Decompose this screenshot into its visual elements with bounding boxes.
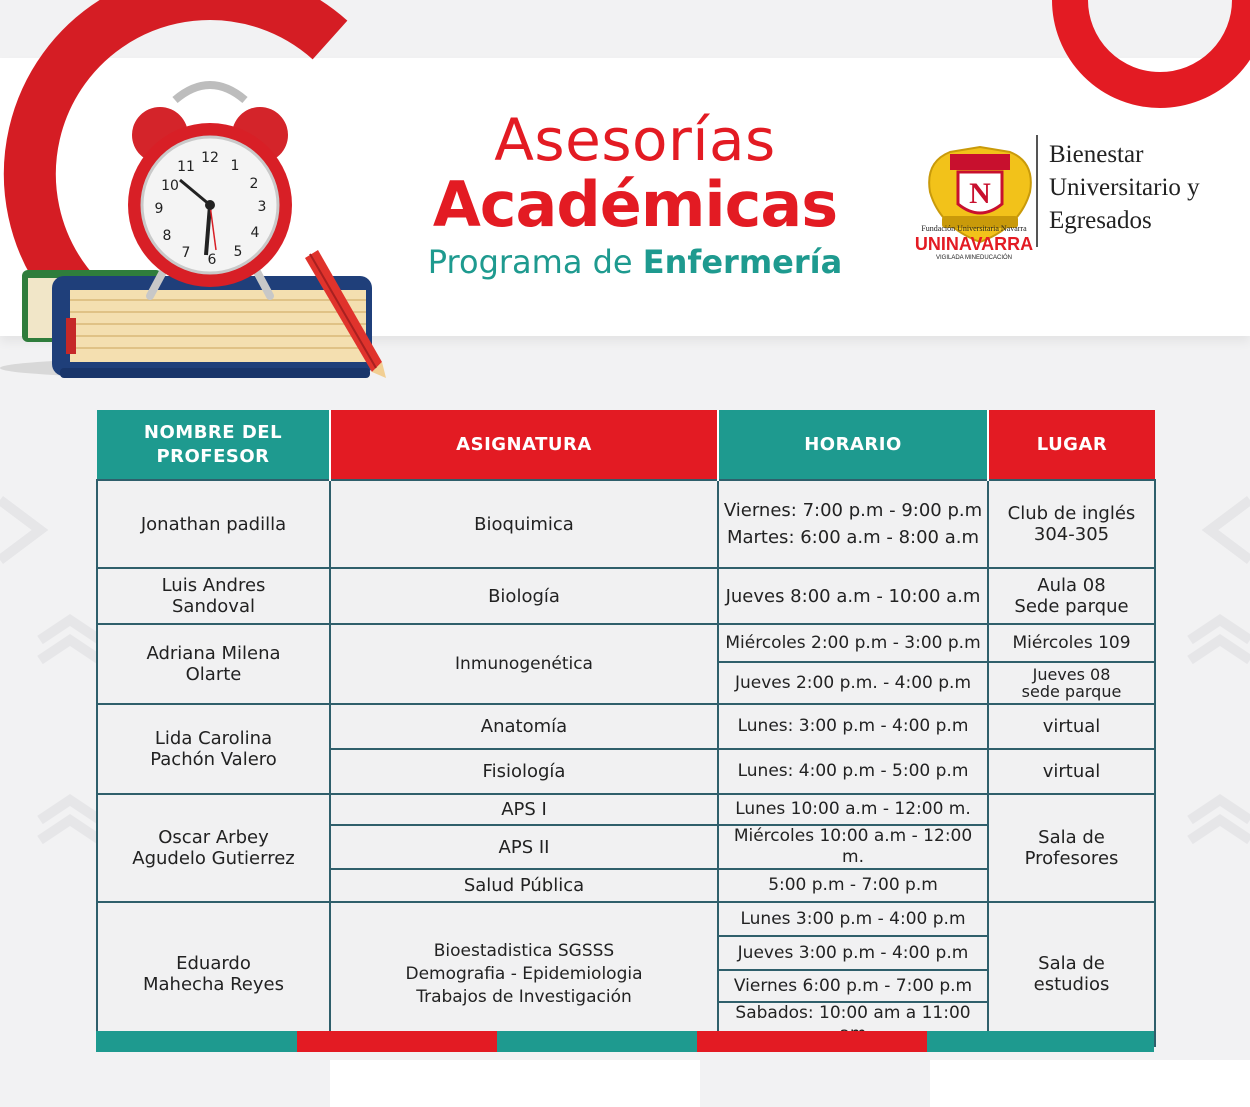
schedule-cell: Miércoles 10:00 a.m - 12:00 m. — [718, 825, 988, 869]
place-line-1: Jueves 08 — [1032, 665, 1111, 684]
footer-bar-4 — [697, 1031, 927, 1052]
schedule-cell: Jueves 8:00 a.m - 10:00 a.m — [718, 568, 988, 624]
footer-bar-5 — [927, 1031, 1154, 1052]
department-line-1: Bienestar — [1049, 141, 1144, 168]
professor-cell — [97, 568, 330, 624]
schedule-table — [96, 410, 1156, 1047]
svg-text:12: 12 — [201, 150, 219, 166]
alarm-clock-icon — [128, 85, 292, 296]
subject-cell: Bioquimica — [330, 480, 718, 568]
place-line-1: Sala de — [1038, 827, 1105, 848]
header-professor-line-1: NOMBRE DEL — [143, 421, 283, 443]
place-line-1: Club de inglés — [1007, 503, 1136, 524]
schedule-cell: Miércoles 2:00 p.m - 3:00 p.m — [718, 624, 988, 662]
subject-line-3: Trabajos de Investigación — [416, 986, 632, 1007]
professor-cell: Jonathan padilla — [97, 480, 330, 568]
table-row — [97, 794, 1155, 825]
footer-bar-2 — [297, 1031, 497, 1052]
schedule-cell: 5:00 p.m - 7:00 p.m — [718, 869, 988, 902]
professor-line-2: Agudelo Gutierrez — [132, 848, 295, 869]
logo-foundation: Fundación Universitaria Navarra — [921, 224, 1027, 233]
schedule-cell: Jueves 3:00 p.m - 4:00 p.m — [718, 936, 988, 970]
svg-text:10: 10 — [161, 178, 179, 194]
department-name — [1049, 138, 1249, 237]
svg-text:8: 8 — [162, 228, 172, 244]
schedule-cell: Jueves 2:00 p.m. - 4:00 p.m — [718, 662, 988, 704]
title-line-2: Académicas — [432, 168, 838, 241]
header-subject: ASIGNATURA — [330, 410, 718, 480]
svg-text:3: 3 — [257, 199, 267, 215]
header-professor — [97, 410, 330, 480]
svg-text:1: 1 — [230, 158, 240, 174]
schedule-cell: Sabados: 10:00 am a 11:00 — [718, 1002, 988, 1046]
place-cell: virtual — [988, 704, 1155, 749]
place-line-2: Sede parque — [1014, 596, 1129, 617]
schedule-cell: Lunes: 3:00 p.m - 4:00 p.m — [718, 704, 988, 749]
professor-line-2: Sandoval — [172, 596, 255, 617]
title-line-1: Asesorías — [494, 106, 776, 174]
logo-vigilada: VIGILADA MINEDUCACIÓN — [935, 255, 1012, 261]
table-row — [97, 480, 1155, 524]
svg-text:7: 7 — [181, 245, 191, 261]
subject-line-2: Demografia - Epidemiologia — [405, 963, 643, 984]
professor-line-2: Mahecha Reyes — [143, 974, 284, 995]
schedule-cell: Viernes: 7:00 p.m - 9:00 p.m — [718, 480, 988, 524]
svg-text:11: 11 — [177, 159, 195, 175]
footer-bar-1 — [96, 1031, 297, 1052]
subtitle-program: Enfermería — [642, 243, 843, 281]
schedule-cell: Lunes 10:00 a.m - 12:00 m. — [718, 794, 988, 825]
professor-line-1: Eduardo — [176, 953, 251, 974]
logo-divider — [1036, 135, 1038, 247]
subject-cell: Biología — [330, 568, 718, 624]
svg-text:5: 5 — [233, 244, 243, 260]
table-row — [97, 902, 1155, 936]
svg-text:6: 6 — [207, 252, 217, 268]
professor-line-2: Olarte — [185, 664, 242, 685]
footer-bar-3 — [497, 1031, 697, 1052]
place-cell: virtual — [988, 749, 1155, 794]
place-line-2: Profesores — [1024, 848, 1119, 869]
title-block — [370, 108, 900, 284]
professor-line-1: Adriana Milena — [146, 643, 281, 664]
professor-cell — [97, 624, 330, 704]
subtitle-prefix: Programa de — [427, 243, 633, 281]
crest-initial: N — [969, 177, 991, 210]
schedule-cell: Martes: 6:00 a.m - 8:00 a.m — [718, 524, 988, 568]
professor-cell — [97, 704, 330, 794]
department-line-2: Universitario y — [1049, 174, 1200, 201]
subject-cell: Anatomía — [330, 704, 718, 749]
svg-text:2: 2 — [249, 176, 259, 192]
place-line-2: estudios — [1033, 974, 1110, 995]
table-row — [97, 624, 1155, 662]
place-line-2: sede parque — [1021, 682, 1122, 701]
place-line-1: Aula 08 — [1037, 575, 1106, 596]
red-ring-right-icon — [1070, 0, 1250, 90]
subject-cell: Inmunogenética — [330, 624, 718, 704]
subject-line-1: Bioestadistica SGSSS — [433, 940, 615, 961]
professor-line-2: Pachón Valero — [150, 749, 277, 770]
subject-cell — [330, 902, 718, 1046]
schedule-cell: Viernes 6:00 p.m - 7:00 p.m — [718, 970, 988, 1002]
place-line-1: Sala de — [1038, 953, 1105, 974]
schedule-cell: Lunes: 4:00 p.m - 5:00 p.m — [718, 749, 988, 794]
place-cell — [988, 662, 1155, 704]
place-cell — [988, 794, 1155, 902]
logo-name: UNINAVARRA — [914, 234, 1034, 254]
header-schedule: HORARIO — [718, 410, 988, 480]
header-professor-line-2: PROFESOR — [156, 445, 270, 467]
subject-cell: APS II — [330, 825, 718, 869]
professor-cell — [97, 794, 330, 902]
svg-text:4: 4 — [250, 225, 260, 241]
place-cell — [988, 480, 1155, 568]
table-row — [97, 704, 1155, 749]
subject-cell: Fisiología — [330, 749, 718, 794]
professor-line-1: Oscar Arbey — [158, 827, 269, 848]
department-line-3: Egresados — [1049, 207, 1152, 234]
svg-text:9: 9 — [154, 201, 164, 217]
place-line-2: 304-305 — [1033, 524, 1110, 545]
subject-cell: APS I — [330, 794, 718, 825]
schedule-cell: Lunes 3:00 p.m - 4:00 p.m — [718, 902, 988, 936]
place-cell — [988, 568, 1155, 624]
table-header-row — [97, 410, 1155, 480]
subtitle — [370, 240, 900, 284]
place-cell — [988, 902, 1155, 1046]
subject-cell: Salud Pública — [330, 869, 718, 902]
header-place: LUGAR — [988, 410, 1155, 480]
professor-cell — [97, 902, 330, 1046]
place-cell: Miércoles 109 — [988, 624, 1155, 662]
table-row — [97, 568, 1155, 624]
professor-line-1: Luis Andres — [161, 575, 266, 596]
professor-line-1: Lida Carolina — [154, 728, 273, 749]
